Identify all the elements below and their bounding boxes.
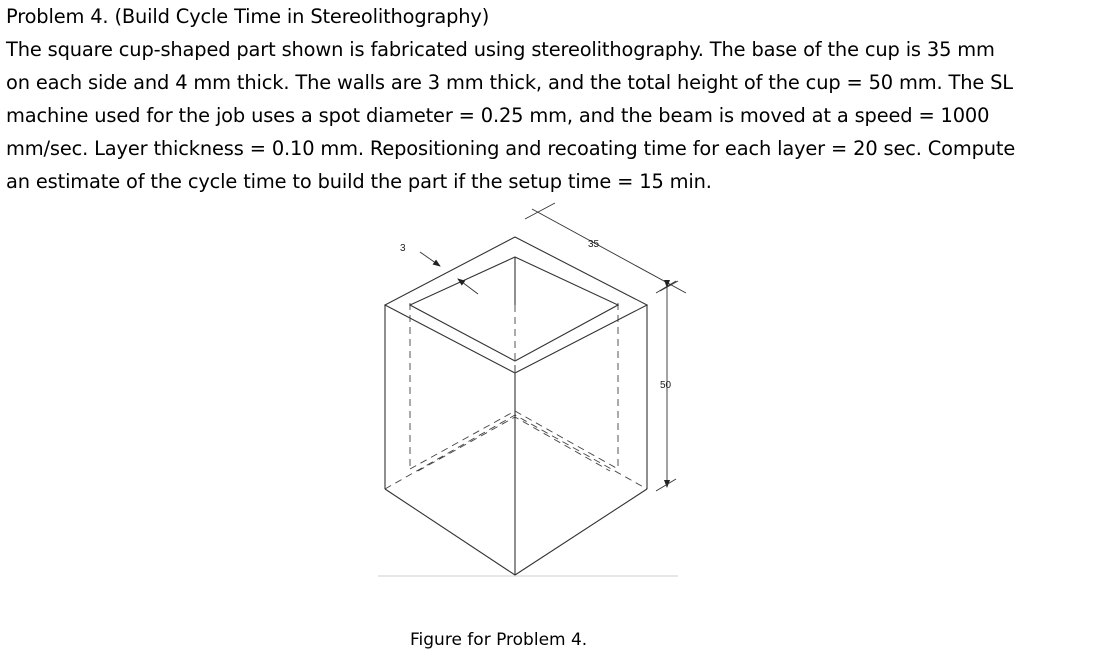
problem-line: mm/sec. Layer thickness = 0.10 mm. Repositioning and recoating time for each layer = 20 sec. Compute — [6, 137, 1016, 160]
side-dimension — [525, 203, 686, 293]
visible-edges — [385, 237, 647, 575]
cup-isometric-drawing — [360, 195, 700, 590]
height-dimension-label: 50 — [660, 380, 672, 391]
side-dimension-label: 35 — [588, 239, 600, 250]
cup-figure — [360, 195, 700, 590]
problem-title: Problem 4. (Build Cycle Time in Stereolithography) — [6, 5, 490, 28]
problem-line: an estimate of the cycle time to build the part if the setup time = 15 min. — [6, 170, 712, 193]
hidden-edges — [385, 303, 647, 530]
problem-line: The square cup-shaped part shown is fabricated using stereolithography. The base of the cup is 35 mm — [6, 38, 995, 61]
problem-statement — [6, 0, 1106, 198]
problem-line: on each side and 4 mm thick. The walls are 3 mm thick, and the total height of the cup = 50 mm. The SL — [6, 71, 1013, 94]
problem-line: machine used for the job uses a spot diameter = 0.25 mm, and the beam is moved at a speed = 1000 — [6, 104, 990, 127]
figure-caption: Figure for Problem 4. — [410, 630, 588, 650]
wall-dimension-label: 3 — [400, 243, 406, 254]
